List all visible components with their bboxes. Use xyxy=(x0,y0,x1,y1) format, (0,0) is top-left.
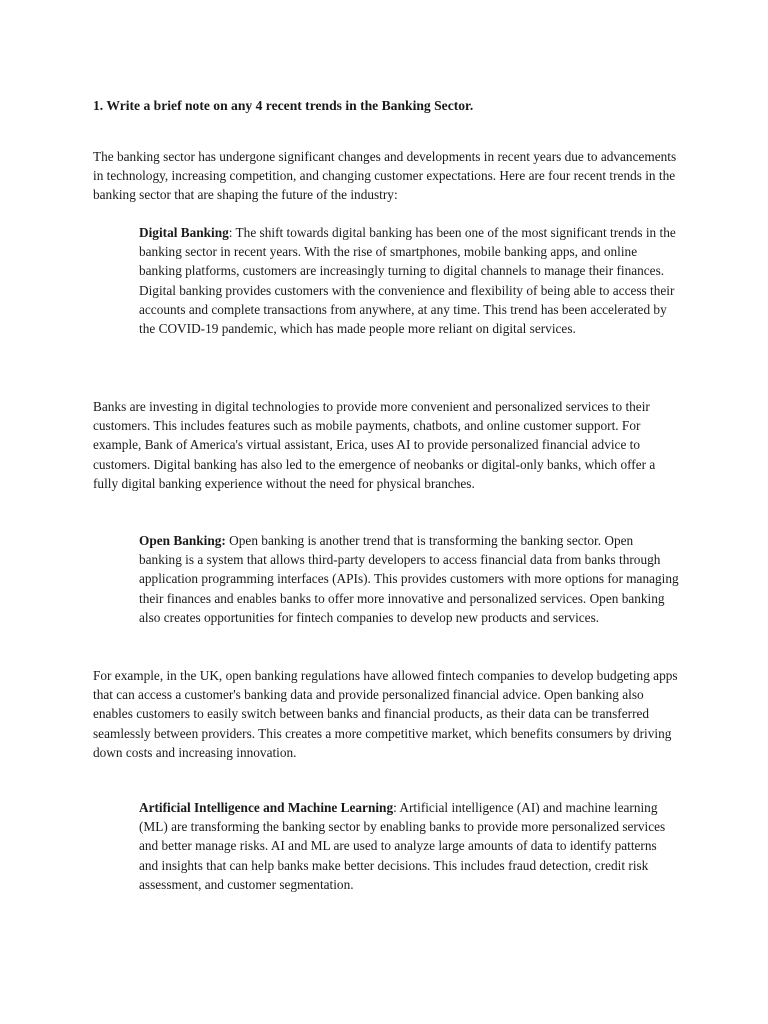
trend-open-banking xyxy=(139,531,679,627)
digital-banking-example-paragraph: Banks are investing in digital technologies to provide more convenient and personalized services to their customers. This includes features such as mobile payments, chatbots, and online customer support. For example, Bank of America's virtual assistant, Erica, uses AI to provide personalized financial advice to customers. Digital banking has also led to the emergence of neobanks or digital-only banks, which offer a fully digital banking experience without the need for physical branches. xyxy=(93,399,656,491)
question-heading: 1. Write a brief note on any 4 recent trends in the Banking Sector. xyxy=(93,98,474,113)
trend-ai-ml-title: Artificial Intelligence and Machine Learning xyxy=(139,800,394,815)
open-banking-example-paragraph: For example, in the UK, open banking regulations have allowed fintech companies to develop budgeting apps that can access a customer's banking data and provide personalized financial advice. Open banking also enables customers to easily switch between banks and financial products, as their data can be transferred seamlessly between providers. This creates a more competitive market, which benefits consumers by driving down costs and increasing innovation. xyxy=(93,668,678,760)
trend-digital-banking-title: Digital Banking xyxy=(139,225,229,240)
trend-open-banking-text: Open banking is another trend that is transforming the banking sector. Open banking is a system that allows third-party developers to access financial data from banks through application programming interfaces (APIs). This provides customers with more options for managing their finances and enables banks to offer more innovative and personalized services. Open banking also creates opportunities for fintech companies to develop new products and services. xyxy=(139,533,679,625)
trend-open-banking-title: Open Banking: xyxy=(139,533,226,548)
trend-digital-banking xyxy=(139,223,679,338)
trend-ai-ml-text: : Artificial intelligence (AI) and machine learning (ML) are transforming the banking sector by enabling banks to provide more personalized services and better manage risks. AI and ML are used to analyze large amounts of data to identify patterns and insights that can help banks make better decisions. This includes fraud detection, credit risk assessment, and customer segmentation. xyxy=(139,800,666,892)
trend-ai-ml xyxy=(139,798,679,894)
intro-paragraph: The banking sector has undergone significant changes and developments in recent years due to advancements in technology, increasing competition, and changing customer expectations. Here are four recent trends in the banking sector that are shaping the future of the industry: xyxy=(93,149,677,203)
trend-digital-banking-text: : The shift towards digital banking has been one of the most significant trends in the banking sector in recent years. With the rise of smartphones, mobile banking apps, and online banking platforms, customers are increasingly turning to digital channels to manage their finances. Digital banking provides customers with the convenience and flexibility of being able to access their accounts and complete transactions from anywhere, at any time. This trend has been accelerated by the COVID-19 pandemic, which has made people more reliant on digital services. xyxy=(139,225,676,337)
